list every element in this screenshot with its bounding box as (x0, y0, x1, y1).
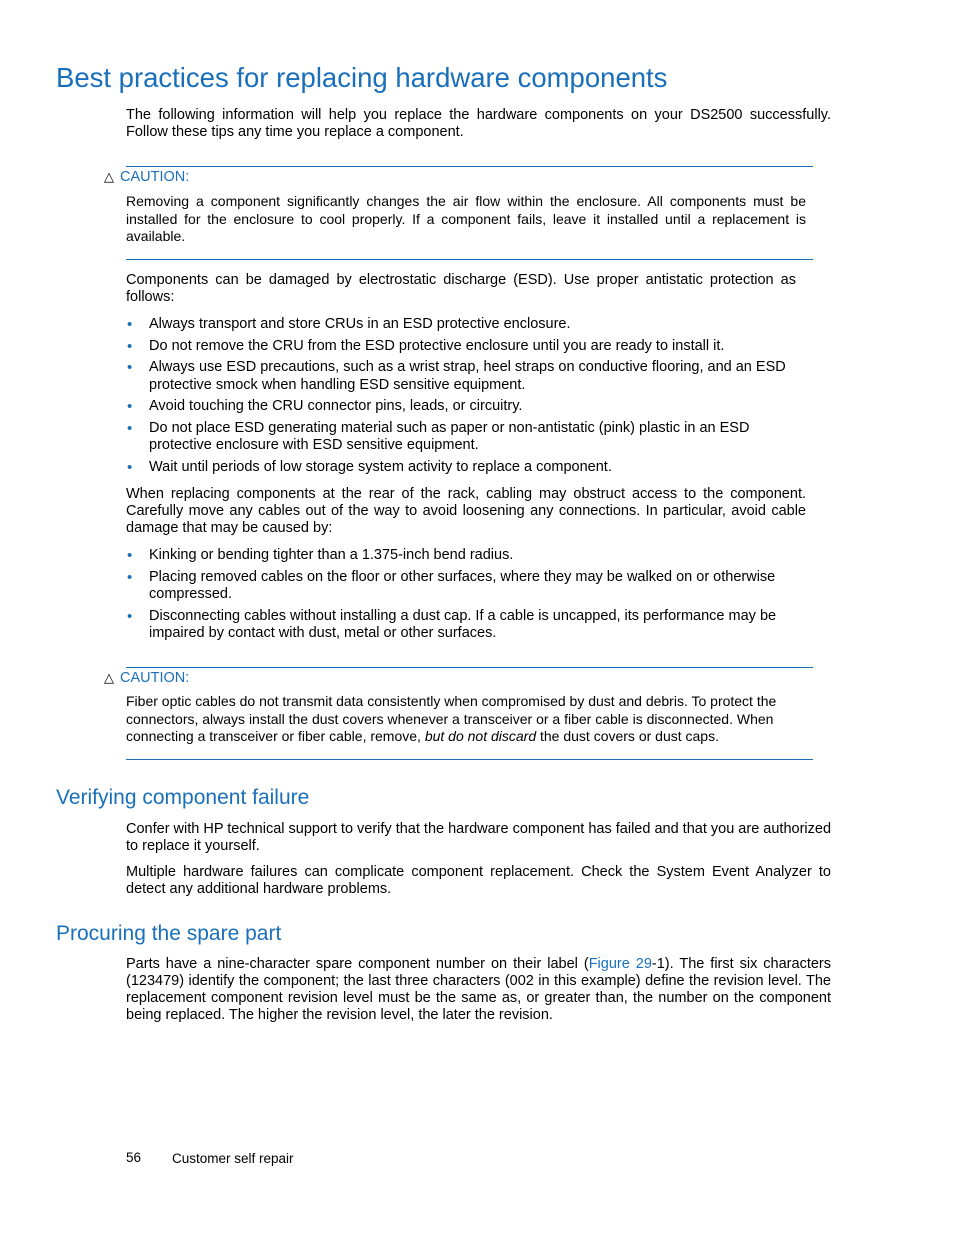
caution-text: Fiber optic cables do not transmit data consistently when compromised by dust and debris. To protect the connectors, always install the dust covers whenever a transceiver or a fiber cable is disconnected. When connecting a transceiver or fiber cable, remove, but do not discard the dust covers or dust caps. (126, 693, 777, 744)
caution-top-rule (126, 166, 813, 167)
verify-paragraph-1: Confer with HP technical support to verify that the hardware component has failed and that you are authorized to replace it yourself. (126, 821, 832, 854)
page-number: 56 (126, 1150, 142, 1165)
bullet-dot-icon: • (127, 337, 133, 355)
list-item: • Placing removed cables on the floor or other surfaces, where they may be walked on or otherwise compressed. (127, 568, 776, 602)
bullet-dot-icon: • (127, 547, 133, 564)
caution-bottom-rule (126, 759, 813, 760)
cable-bullet-list (126, 547, 816, 643)
warning-triangle-icon: △ (104, 169, 114, 184)
caution-bottom-rule (126, 259, 813, 260)
list-item: • Do not place ESD generating material such as paper or non-antistatic (pink) plastic in an ESD protective enclosure with ESD sensitive equipment. (127, 419, 750, 453)
list-item: • Always transport and store CRUs in an ESD protective enclosure. (127, 316, 571, 333)
footer-section-title: Customer self repair (172, 1151, 294, 1166)
cable-intro-paragraph: When replacing components at the rear of the rack, cabling may obstruct access to the component. Carefully move any cables out of the way to avoid loosening any connections. In particular, avoid cable damage that may be caused by: (126, 486, 806, 536)
caution-heading (104, 169, 189, 185)
warning-triangle-icon: △ (104, 670, 114, 685)
list-item: • Wait until periods of low storage system activity to replace a component. (127, 458, 612, 476)
verify-paragraph-2: Multiple hardware failures can complicate component replacement. Check the System Event Analyzer to detect any additional hardware problems. (126, 864, 831, 897)
list-item: • Kinking or bending tighter than a 1.375-inch bend radius. (127, 547, 514, 564)
emphasis-text: but do not discard (424, 728, 537, 744)
caution-heading (104, 670, 189, 686)
procure-paragraph: Parts have a nine-character spare component number on their label (Figure 29-1). The first six characters (123479) identify the component; the last three characters (002 in this example) define the revision level. The replacement component revision level must be the same as, or greater than, the number on the component being replaced. The higher the revision level, the later the revision. (126, 956, 831, 1023)
bullet-dot-icon: • (127, 458, 133, 476)
bullet-dot-icon: • (127, 419, 133, 437)
bullet-dot-icon: • (127, 359, 133, 376)
bullet-dot-icon: • (127, 398, 133, 415)
bullet-dot-icon: • (127, 316, 133, 333)
caution-label: CAUTION: (120, 670, 190, 686)
caution-text: Removing a component significantly changes the air flow within the enclosure. All components must be installed for the enclosure to cool properly. If a component fails, leave it installed until a replacement is available. (126, 193, 806, 244)
section-heading-verifying: Verifying component failure (56, 786, 310, 809)
figure-link[interactable]: Figure 29 (588, 956, 652, 972)
list-item: • Disconnecting cables without installing a dust cap. If a cable is uncapped, its performance may be impaired by contact with dust, metal or other surfaces. (127, 607, 777, 641)
section-heading-procuring: Procuring the spare part (56, 922, 282, 945)
intro-paragraph: The following information will help you replace the hardware components on your DS2500 successfully. Follow these tips any time you replace a component. (126, 107, 831, 140)
list-item: • Avoid touching the CRU connector pins, leads, or circuitry. (127, 398, 523, 415)
caution-label: CAUTION: (120, 169, 190, 185)
caution-top-rule (126, 667, 813, 668)
bullet-dot-icon: • (127, 568, 133, 586)
list-item: • Always use ESD precautions, such as a wrist strap, heel straps on conductive flooring, and an ESD protective smock when handling ESD sensitive equipment. (127, 359, 786, 393)
esd-intro-paragraph: Components can be damaged by electrostatic discharge (ESD). Use proper antistatic protection as follows: (126, 272, 796, 305)
page-title: Best practices for replacing hardware components (56, 62, 668, 93)
bullet-dot-icon: • (127, 607, 133, 625)
list-item: • Do not remove the CRU from the ESD protective enclosure until you are ready to install it. (127, 337, 725, 355)
esd-bullet-list (126, 316, 816, 476)
